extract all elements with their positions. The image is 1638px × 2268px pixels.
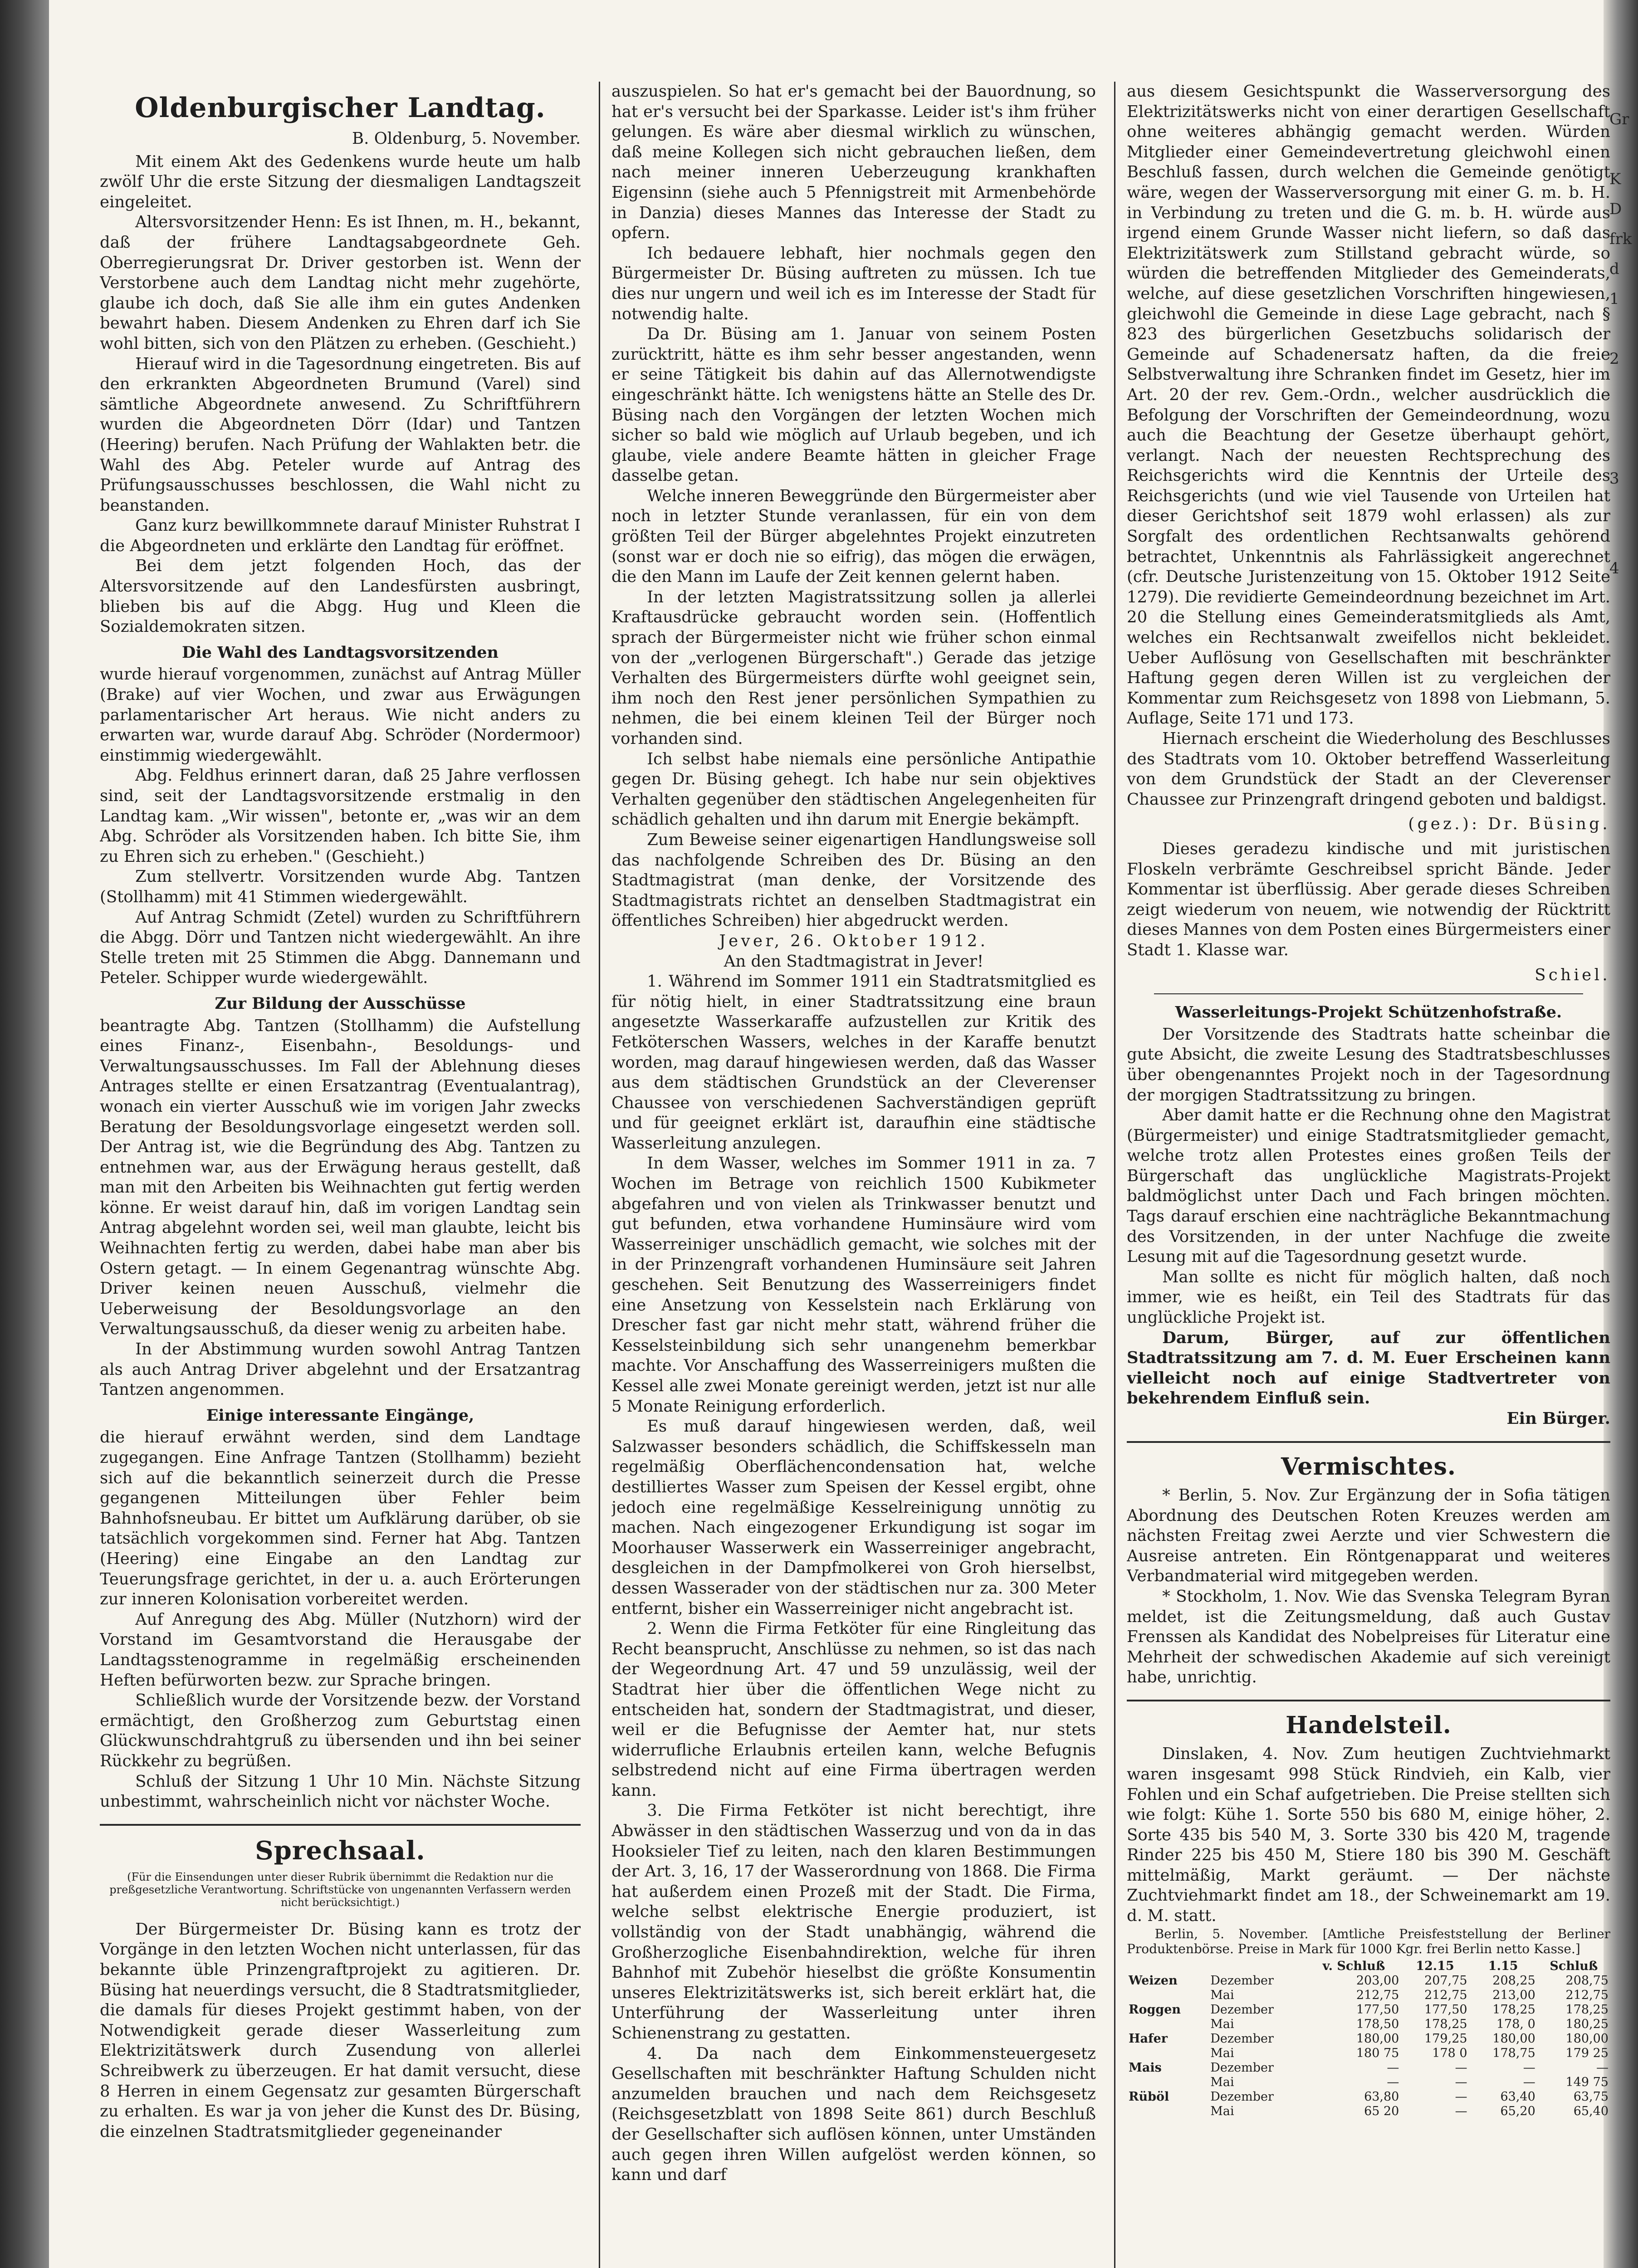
price-cell: 208,75 — [1565, 1973, 1609, 1988]
delivery-month-cell: Dezember — [1210, 2031, 1274, 2046]
price-cell: — — [1455, 2104, 1467, 2118]
handelsteil-headline: Handelsteil. — [1286, 1711, 1452, 1739]
price-cell: 177,50 — [1356, 2002, 1399, 2017]
price-cell: — — [1523, 2060, 1535, 2075]
section-heading: Die Wahl des Landtagsvorsitzenden — [182, 643, 499, 662]
article-paragraph: Dieses geradezu kindische und mit juristischen Floskeln verbrämte Geschreibsel spricht Bände. Jeder Kommentar ist überflüssig. Aber gerade dieses Schreiben zeigt wiederum von neuem, wie notwendig der Rücktritt dieses Mannes von dem Posten eines Bürgermeisters einer Stadt 1. Klasse war. — [1127, 839, 1610, 959]
price-cell: 63,80 — [1364, 2089, 1399, 2104]
table-row — [1127, 1974, 1610, 1988]
section-heading: Wasserleitungs-Projekt Schützenhofstraße. — [1175, 1003, 1562, 1022]
column-rule — [1114, 82, 1115, 2268]
price-cell: 203,00 — [1356, 1973, 1399, 1988]
article-paragraph: Ganz kurz bewillkommnete darauf Minister Ruhstrat I die Abgeordneten und erklärte den Landtag für eröffnet. — [100, 516, 581, 555]
article-paragraph: Aber damit hatte er die Rechnung ohne den Magistrat (Bürgermeister) und einige Stadtratsmitglieder gemacht, welche trotz allen Protestes eines großen Teils der Bürgerschaft das unglückliche Magistrats-Projekt baldmöglichst unter Dach und Fach bringen möchten. Tags darauf erschien eine nachträgliche Bekanntmachung des Vorsitzenden, in der unter Nachfuge die zweite Lesung mit auf die Tagesordnung gesetzt wurde. — [1127, 1106, 1610, 1266]
price-cell: 213,00 — [1492, 1988, 1535, 2002]
price-cell: 208,25 — [1492, 1973, 1535, 1988]
delivery-month-cell: Mai — [1210, 2046, 1234, 2060]
price-cell: 179,25 — [1424, 2031, 1467, 2046]
article-paragraph: In der letzten Magistratssitzung sollen ja allerlei Kraftausdrücke gebraucht worden sein. (Hoffentlich sprach der Bürgermeister nicht wie früher schon einmal von der „verlogenen Bürgerschaft".) Gerade das jetzige Verhalten des Bürgermeisters dürfte wohl geeignet sein, ihm noch den Rest jener persönlichen Sympathien zu nehmen, die bei einem kleinen Teil der Bürger noch vorhanden sind. — [611, 587, 1096, 748]
article-paragraph: Zum stellvertr. Vorsitzenden wurde Abg. Tantzen (Stollhamm) mit 41 Stimmen wiedergewählt. — [100, 867, 581, 906]
section-divider — [1127, 1441, 1610, 1443]
delivery-month-cell: Mai — [1210, 2104, 1234, 2118]
delivery-month-cell: Dezember — [1210, 2060, 1274, 2075]
article-paragraph: * Stockholm, 1. Nov. Wie das Svenska Telegram Byran meldet, ist die Zeitungsmeldung, daß auch Gustav Frenssen als Kandidat des Nobelpreises für Literatur eine Mehrheit der schwedischen Akademie auf sich vereinigt habe, unrichtig. — [1127, 1587, 1610, 1687]
column-3 — [1127, 82, 1610, 2268]
article-paragraph: In dem Wasser, welches im Sommer 1911 in za. 7 Wochen im Betrage von reichlich 1500 Kubikmeter abgefahren und von vielen als Trinkwasser benutzt und gut befunden, etwa vorhandene Huminsäure wird vom Wasserreiniger unschädlich gemacht, wie solches mit der in der Prinzengraft vorhandenen Huminsäure seit Jahren geschehen. Seit Benutzung des Wasserreinigers findet eine Ansetzung von Kesselstein nach Erklärung von Drescher fast gar nicht mehr statt, während früher die Kesselsteinbildung sich sehr unangenehm bemerkbar machte. Vor Anschaffung des Wasserreinigers mußten die Kessel alle zwei Monate gereinigt werden, jetzt ist nur alle 5 Monate Reinigung erforderlich. — [611, 1154, 1096, 1416]
article-paragraph: Der Vorsitzende des Stadtrats hatte scheinbar die gute Absicht, die zweite Lesung des Stadtratsbeschlusses über obengenanntes Projekt noch in der Tagesordnung der morgigen Stadtratssitzung zu bringen. — [1127, 1025, 1610, 1105]
article-paragraph: Ich selbst habe niemals eine persönliche Antipathie gegen Dr. Büsing gehegt. Ich habe nur sein objektives Verhalten gegenüber den städtischen Angelegenheiten für schädlich gehalten und ihn darum mit Energie bekämpft. — [611, 749, 1096, 829]
price-cell: 180 75 — [1356, 2046, 1399, 2060]
price-cell: 212,75 — [1424, 1988, 1467, 2002]
section-divider — [1154, 993, 1583, 994]
section-divider — [1127, 1700, 1610, 1701]
article-paragraph: 3. Die Firma Fetköter ist nicht berechtigt, ihre Abwässer in den städtischen Wasserzug und von da in das Hooksieler Tief zu leiten, nach den klaren Bestimmungen der Art. 3, 16, 17 der Wasserordnung von 1868. Die Firma hat außerdem einen Prozeß mit der Stadt. Die Firma, welche selbst elektrische Energie produziert, ist vollständig von der Stadt unabhängig, während die Großherzogliche Eisenbahndirektion, welche für ihren Bahnhof mit Zubehör hieselbst die größte Konsumentin unseres Elektrizitätswerks ist, sich bereit erklärt hat, die Unterführung der Wasserleitung unter ihren Schienenstrang zu gestatten. — [611, 1801, 1096, 2043]
column-2 — [611, 82, 1096, 2268]
price-cell: — — [1523, 2075, 1535, 2089]
price-cell: 63,40 — [1500, 2089, 1535, 2104]
table-row — [1127, 1988, 1610, 2003]
article-paragraph: Abg. Feldhus erinnert daran, daß 25 Jahre verflossen sind, seit der Landtagsvorsitzende erstmalig in den Landtag kam. „Wir wissen", betonte er, „was wir an dem Abg. Schröder als Vorsitzenden haben. Ich bitte Sie, ihm zu Ehren sich zu erheben." (Geschieht.) — [100, 766, 581, 866]
delivery-month-cell: Dezember — [1210, 2089, 1274, 2104]
table-row — [1127, 2104, 1610, 2119]
letter-dateline: Jever, 26. Oktober 1912. — [719, 931, 988, 950]
price-table — [1127, 1959, 1610, 2119]
column-rule — [599, 82, 600, 2268]
commodity-cell — [1127, 2104, 1208, 2119]
delivery-month-cell: Dezember — [1210, 1973, 1274, 1988]
article-paragraph: Welche inneren Beweggründe den Bürgermeister aber noch in letzter Stunde veranlassen, für ein von dem größten Teil der Bürger abgelehntes Projekt einzutreten (sonst war er doch nie so eifrig), das mögen die erwägen, die den Mann im Laufe der Zeit kennen gelernt haben. — [611, 486, 1096, 587]
commodity-cell: Rüböl — [1129, 2089, 1169, 2104]
table-row — [1127, 2075, 1610, 2090]
article-paragraph: beantragte Abg. Tantzen (Stollhamm) die Aufstellung eines Finanz-, Eisenbahn-, Besoldungs- und Verwaltungsausschusses. Im Fall der Ablehnung dieses Antrages stellte er einen Ersatzantrag (Eventualantrag), wonach ein vierter Ausschuß wie im vorigen Jahr zwecks Beratung der Besoldungsvorlage eingesetzt werden soll. Der Antrag ist, wie die Begründung des Abg. Tantzen zu entnehmen war, aus der Erwägung heraus gestellt, daß man mit den Arbeiten bis Weihnachten gut fertig werden könne. Er weist darauf hin, daß im vorigen Landtag sein Antrag abgelehnt worden sei, weil man glaubte, leicht bis Weihnachten fertig zu werden, dabei habe man aber bis Ostern getagt. — In einem Gegenantrag wünschte Abg. Driver keinen neuen Ausschuß, vielmehr die Ueberweisung der Besoldungsvorlage an den Verwaltungsausschuß, da dieser wenig zu arbeiten habe. — [100, 1016, 581, 1339]
article-paragraph: Altersvorsitzender Henn: Es ist Ihnen, m. H., bekannt, daß der frühere Landtagsabgeordnete Geh. Oberregierungsrat Dr. Driver gestorben ist. Wenn der Verstorbene auch dem Landtag nicht mehr zugehörte, glaube ich doch, daß Sie alle ihm ein gutes Andenken bewahrt haben. Diesem Andenken zu Ehren darf ich Sie wohl bitten, sich von den Plätzen zu erheben. (Geschieht.) — [100, 213, 581, 353]
article-paragraph: wurde hierauf vorgenommen, zunächst auf Antrag Müller (Brake) auf vier Wochen, und zwar aus Erwägungen parlamentarischer Art heraus. Wie nicht anders zu erwarten war, wurde darauf Abg. Schröder (Nordermoor) einstimmig wiedergewählt. — [100, 665, 581, 765]
price-cell: 177,50 — [1424, 2002, 1467, 2017]
price-cell: — — [1387, 2075, 1399, 2089]
article-paragraph: Auf Antrag Schmidt (Zetel) wurden zu Schriftführern die Abgg. Dörr und Tantzen nicht wiedergewählt. An ihre Stelle treten mit 25 Stimmen die Abgg. Dannemann und Peteler. Schipper wurde wiedergewählt. — [100, 908, 581, 987]
newspaper-page — [100, 82, 1610, 2268]
price-cell: 178 0 — [1432, 2046, 1467, 2060]
price-cell: — — [1596, 2060, 1609, 2075]
commodity-cell — [1127, 2017, 1208, 2032]
table-row — [1127, 2090, 1610, 2104]
commodity-cell — [1127, 2046, 1208, 2061]
price-cell: 178, 0 — [1496, 2017, 1535, 2031]
article-paragraph: * Berlin, 5. Nov. Zur Ergänzung der in Sofia tätigen Abordnung des Deutschen Roten Kreuzes werden am nächsten Freitag zwei Aerzte und vier Schwestern die Ausreise antreten. Ein Röntgenapparat und weiteres Verbandmaterial wird mitgegeben werden. — [1127, 1486, 1610, 1586]
article-paragraph: Dinslaken, 4. Nov. Zum heutigen Zuchtviehmarkt waren insgesamt 998 Stück Rindvieh, ein Kalb, vier Fohlen und ein Schaf aufgetrieben. Die Preise stellten sich wie folgt: Kühe 1. Sorte 550 bis 680 M, einige höher, 2. Sorte 435 bis 540 M, 3. Sorte 330 bis 420 M, tragende Rinder 225 bis 450 M, Stiere 180 bis 390 M. Geschäft mittelmäßig, Markt geräumt. — Der nächste Zuchtviehmarkt findet am 18., der Schweinemarkt am 19. d. M. statt. — [1127, 1745, 1610, 1926]
author-signature: Ein Bürger. — [1506, 1409, 1610, 1428]
column-header: 12.15 — [1416, 1959, 1454, 1973]
article-paragraph: die hierauf erwähnt werden, sind dem Landtage zugegangen. Eine Anfrage Tantzen (Stollhamm) bezieht sich auf die bekanntlich seinerzeit durch die Presse gegangenen Mitteilungen über Fehler beim Bahnhofsneubau. Er bittet um Aufklärung darüber, ob sie tatsächlich vorgekommen sind. Ferner hat Abg. Tantzen (Heering) eine Eingabe an den Landtag zur Teuerungsfrage gerichtet, in der u. a. auch Erörterungen zur inneren Kolonisation vorbereitet werden. — [100, 1428, 581, 1609]
article-paragraph: Es muß darauf hingewiesen werden, daß, weil Salzwasser besonders schädlich, die Schiffskesseln man regelmäßig Oberflächencondensation hat, welche destilliertes Wasser zum Speisen der Kessel ergibt, ohne jedoch eine regelmäßige Kesselreinigung unnötig zu machen. Nach eingezogener Erkundigung ist sogar im Moorhauser Wasserwerk ein Wasserreiniger angebracht, desgleichen in der Dampfmolkerei von Groh hierselbst, dessen Wasserader von der städtischen nur za. 300 Meter entfernt, bisher ein Wasserreiniger nicht angebracht ist. — [611, 1417, 1096, 1618]
article-paragraph: 4. Da nach dem Einkommensteuergesetz Gesellschaften mit beschränkter Haftung Schulden nicht anzumelden brauchen und nach dem Reichsgesetz (Reichsgesetzblatt von 1898 Seite 861) durch Beschluß der Gesellschafter sich auflösen können, unter Umständen auch gegen ihren Willen aufgelöst werden können, so kann und darf — [611, 2044, 1096, 2185]
commodity-cell — [1127, 1988, 1208, 2003]
article-paragraph: aus diesem Gesichtspunkt die Wasserversorgung des Elektrizitätswerks nicht von einer derartigen Gesellschaft ohne weiteres abhängig gemacht werden. Würden Mitglieder einer Gemeindevertretung gleichwohl einen Beschluß fassen, durch welchen die Gemeinde genötigt wäre, wegen der Wasserversorgung mit einer G. m. b. H. in Verbindung zu treten und die G. m. b. H. würde aus irgend einem Grunde Wasser nicht liefern, so daß das Elektrizitätswerk zum Stillstand gebracht würde, so würden die betreffenden Mitglieder des Gemeinderats, welche, auf diese gesetzlichen Vorschriften hingewiesen, gleichwohl die Gemeinde in diese Lage gebracht, nach § 823 des bürgerlichen Gesetzbuchs solidarisch der Gemeinde auf Schadenersatz haften, da die freie Selbstverwaltung ihre Schranken findet im Gesetz, hier im Art. 20 der rev. Gem.-Ordn., welcher ausdrücklich die Befolgung der Vorschriften der Gemeindeordnung, wozu auch die Beachtung der Gesetze überhaupt gehört, verlangt. Nach der neuesten Rechtsprechung des Reichsgerichts wird die Kenntnis der Urteile des Reichsgerichts (und wie viel Tausende von Urteilen hat dieser Gerichtshof seit 1879 wohl erlassen) als zur Sorgfalt des ordentlichen Rechtsanwalts gehörend betrachtet, Unkenntnis als Fahrlässigkeit angerechnet (cfr. Deutsche Juristenzeitung von 15. Oktober 1912 Seite 1279). Die revidierte Gemeindeordnung bezeichnet im Art. 20 die Stellung eines Gemeinderatsmitglieds als Amt, welches ein Rechtsanwalt zweifellos nicht bekleidet. Ueber Auflösung von Gesellschaften mit beschränkter Haftung gegen deren Willen ist zu vergleichen der Kommentar zum Reichsgesetz von 1898 von Liebmann, 5. Auflage, Seite 171 und 173. — [1127, 82, 1610, 728]
article-paragraph: Da Dr. Büsing am 1. Januar von seinem Posten zurücktritt, hätte es ihm sehr besser angestanden, wenn er seine Tätigkeit bis dahin auf das Allernotwendigste eingeschränkt hätte. Ich wenigstens hätte an Stelle des Dr. Büsing nach den Vorgängen der letzten Wochen mich sicher so bald wie möglich auf Urlaub begeben, und ich glaube, viele andere Beamte hätten in gleicher Frage dasselbe getan. — [611, 325, 1096, 485]
table-row — [1127, 2003, 1610, 2017]
table-row — [1127, 2032, 1610, 2046]
section-divider — [100, 1824, 581, 1826]
article-paragraph: Schließlich wurde der Vorsitzende bezw. der Vorstand ermächtigt, den Großherzog zum Geburtstag einen Glückwunschdrahtgruß zu übersenden und ihn bei seiner Rückkehr zu begrüßen. — [100, 1691, 581, 1770]
editorial-note: (Für die Einsendungen unter dieser Rubrik übernimmt die Redaktion nur die preßgesetzliche Verantwortung. Schriftstücke von ungenannten Verfassern werden nicht berücksichtigt.) — [109, 1870, 571, 1909]
price-cell: 180,25 — [1565, 2017, 1609, 2031]
price-cell: 178,25 — [1492, 2002, 1535, 2017]
price-cell: 178,25 — [1565, 2002, 1609, 2017]
price-cell: 207,75 — [1424, 1973, 1467, 1988]
price-cell: 65 20 — [1364, 2104, 1399, 2118]
price-cell: 63,75 — [1573, 2089, 1609, 2104]
column-header: Schluß — [1550, 1959, 1598, 1973]
price-cell: 65,20 — [1500, 2104, 1535, 2118]
vermischtes-headline: Vermischtes. — [1281, 1452, 1457, 1481]
commodity-cell: Weizen — [1129, 1973, 1178, 1988]
sprechsaal-headline: Sprechsaal. — [255, 1835, 425, 1866]
table-row — [1127, 2046, 1610, 2061]
price-cell: — — [1387, 2060, 1399, 2075]
column-header: v. Schluß — [1322, 1959, 1385, 1973]
price-cell: 178,25 — [1424, 2017, 1467, 2031]
price-cell: — — [1455, 2060, 1467, 2075]
article-paragraph: Zum Beweise seiner eigenartigen Handlungsweise soll das nachfolgende Schreiben des Dr. Büsing an den Stadtmagistrat (man denke, der Vorsitzende des Stadtmagistrats richtet an denselben Stadtmagistrat ein öffentliches Schreiben) hier abgedruckt werden. — [611, 830, 1096, 930]
price-cell: 65,40 — [1573, 2104, 1609, 2118]
commodity-cell: Hafer — [1129, 2031, 1168, 2046]
article-paragraph: auszuspielen. So hat er's gemacht bei der Bauordnung, so hat er's versucht bei der Sparkasse. Leider ist's ihm früher gelungen. Es wäre aber diesmal wirklich zu wünschen, daß meine Kollegen sich nicht gebrauchen ließen, dem nach meiner inneren Ueberzeugung krankhaften Eigensinn (siehe auch 5 Pfennigstreit mit Armenbehörde in Danzia) dieses Mannes das Interesse der Stadt zu opfern. — [611, 82, 1096, 243]
price-cell: 178,50 — [1356, 2017, 1399, 2031]
article-paragraph: Auf Anregung des Abg. Müller (Nutzhorn) wird der Vorstand im Gesamtvorstand die Herausgabe der Landtagsstenogramme in regelmäßig erscheinenden Heften befürworten bezw. zur Sprache bringen. — [100, 1610, 581, 1690]
table-row — [1127, 2061, 1610, 2075]
price-cell: 178,75 — [1492, 2046, 1535, 2060]
price-table-header — [1127, 1959, 1610, 1974]
letter-signature: (gez.): Dr. Büsing. — [1408, 815, 1610, 834]
article-paragraph: 2. Wenn die Firma Fetköter für eine Ringleitung das Recht beansprucht, Anschlüsse zu nehmen, so ist das nach der Wegeordnung Art. 47 und 59 unzulässig, weil der Stadtrat hier über die öffentlichen Wege nicht zu entscheiden hat, sondern der Stadtmagistrat, und dieser, weil er die Befugnisse der Aemter hat, nur stets widerrufliche Erlaubnis erteilen kann, welche Befugnis selbstredend nicht auf eine Firma übertragen werden kann. — [611, 1619, 1096, 1800]
price-cell: — — [1455, 2075, 1467, 2089]
article-paragraph: Hierauf wird in die Tagesordnung eingetreten. Bis auf den erkrankten Abgeordneten Brumund (Varel) sind sämtliche Abgeordnete anwesend. Zu Schriftführern wurden die Abgeordneten Dörr (Idar) und Tantzen (Heering) berufen. Nach Prüfung der Wahlakten betr. die Wahl des Abg. Peteler wurde auf Antrag des Prüfungsausschusses beschlossen, die Wahl nicht zu beanstanden. — [100, 354, 581, 515]
section-heading: Zur Bildung der Ausschüsse — [215, 994, 466, 1013]
commodity-cell: Mais — [1129, 2060, 1162, 2075]
delivery-month-cell: Mai — [1210, 2075, 1234, 2089]
commodity-cell — [1127, 2075, 1208, 2090]
letter-salutation: An den Stadtmagistrat in Jever! — [724, 952, 984, 971]
article-paragraph: Mit einem Akt des Gedenkens wurde heute um halb zwölf Uhr die erste Sitzung der diesmaligen Landtagszeit eingeleitet. — [100, 152, 581, 211]
delivery-month-cell: Mai — [1210, 2017, 1234, 2031]
article-paragraph: 1. Während im Sommer 1911 ein Stadtratsmitglied es für nötig hielt, in einer Stadtratssitzung eine braun angesetzte Wasserkaraffe aufzustellen zur Kritik des Fetköterschen Wassers, welches in der Karaffe benutzt worden, mag darauf hingewiesen werden, daß das Wasser aus dem städtischen Grundstück an der Cleverenser Chaussee von verschiedenen Sachverständigen geprüft und für geeignet erklärt ist, daraufhin eine städtische Wasserleitung anzulegen. — [611, 972, 1096, 1153]
commodity-cell: Roggen — [1129, 2002, 1181, 2017]
delivery-month-cell: Mai — [1210, 1988, 1234, 2002]
price-cell: 149 75 — [1565, 2075, 1609, 2089]
next-page-strip: Gr K D frk d 1 2 3 4 — [1609, 110, 1632, 577]
column-header: 1.15 — [1488, 1959, 1518, 1973]
landtag-headline: Oldenburgischer Landtag. — [135, 92, 546, 124]
scan-left-edge — [0, 0, 49, 2268]
landtag-dateline: B. Oldenburg, 5. November. — [352, 129, 581, 148]
price-cell: 180,00 — [1565, 2031, 1609, 2046]
column-header — [1127, 1959, 1208, 1974]
article-paragraph: Der Bürgermeister Dr. Büsing kann es trotz der Vorgänge in den letzten Wochen nicht unterlassen, für das bekannte üble Prinzengraftprojekt zu agitieren. Dr. Büsing hat neuerdings versucht, die 8 Stadtratsmitglieder, die damals für dieses Projekt gestimmt haben, von der Notwendigkeit gerade dieser Wasserleitung zum Elektrizitätswerk durch Zusendung von allerlei Schreibwerk zu überzeugen. Er hat damit versucht, diese 8 Herren in einem Gegensatz zur gesamten Bürgerschaft zu erhalten. Es war ja von jeher die Kunst des Dr. Büsing, die einzelnen Stadtratsmitglieder gegeneinander — [100, 1920, 581, 2141]
article-paragraph: Hiernach erscheint die Wiederholung des Beschlusses des Stadtrats vom 10. Oktober betreffend Wasserleitung von dem Grundstück der Stadt an der Cleverenser Chaussee zur Prinzengraft dringend geboten und baldigst. — [1127, 729, 1610, 809]
article-paragraph: Bei dem jetzt folgenden Hoch, das der Altersvorsitzende auf den Landesfürsten ausbringt, blieben bis auf die Abgg. Hug und Kleen die Sozialdemokraten sitzen. — [100, 557, 581, 636]
column-header — [1208, 1959, 1306, 1974]
price-cell: 212,75 — [1356, 1988, 1399, 2002]
price-cell: 180,00 — [1356, 2031, 1399, 2046]
price-cell: 179 25 — [1565, 2046, 1609, 2060]
article-paragraph: Darum, Bürger, auf zur öffentlichen Stadtratssitzung am 7. d. M. Euer Erscheinen kann vielleicht noch auf einige Stadtvertreter von bekehrendem Einfluß sein. — [1127, 1328, 1610, 1408]
article-paragraph: Man sollte es nicht für möglich halten, daß noch immer, wie es heißt, ein Teil des Stadtrats für das unglückliche Projekt ist. — [1127, 1267, 1610, 1327]
article-paragraph: Schluß der Sitzung 1 Uhr 10 Min. Nächste Sitzung unbestimmt, wahrscheinlich nicht vor nächster Woche. — [100, 1772, 581, 1811]
price-intro: Berlin, 5. November. [Amtliche Preisfeststellung der Berliner Produktenbörse. Preise in Mark für 1000 Kgr. frei Berlin netto Kasse.] — [1127, 1926, 1610, 1956]
delivery-month-cell: Dezember — [1210, 2002, 1274, 2017]
article-paragraph: In der Abstimmung wurden sowohl Antrag Tantzen als auch Antrag Driver abgelehnt und der Ersatzantrag Tantzen angenommen. — [100, 1340, 581, 1399]
price-cell: 180,00 — [1492, 2031, 1535, 2046]
price-cell: 212,75 — [1565, 1988, 1609, 2002]
table-row — [1127, 2017, 1610, 2032]
price-table-body — [1127, 1974, 1610, 2119]
author-signature: Schiel. — [1535, 965, 1610, 984]
article-paragraph: Ich bedauere lebhaft, hier nochmals gegen den Bürgermeister Dr. Büsing auftreten zu müssen. Ich tue dies nur ungern und weil ich es im Interesse der Stadt für notwendig halte. — [611, 244, 1096, 323]
section-heading: Einige interessante Eingänge, — [206, 1406, 474, 1425]
price-cell: — — [1455, 2089, 1467, 2104]
column-1 — [100, 82, 581, 2268]
